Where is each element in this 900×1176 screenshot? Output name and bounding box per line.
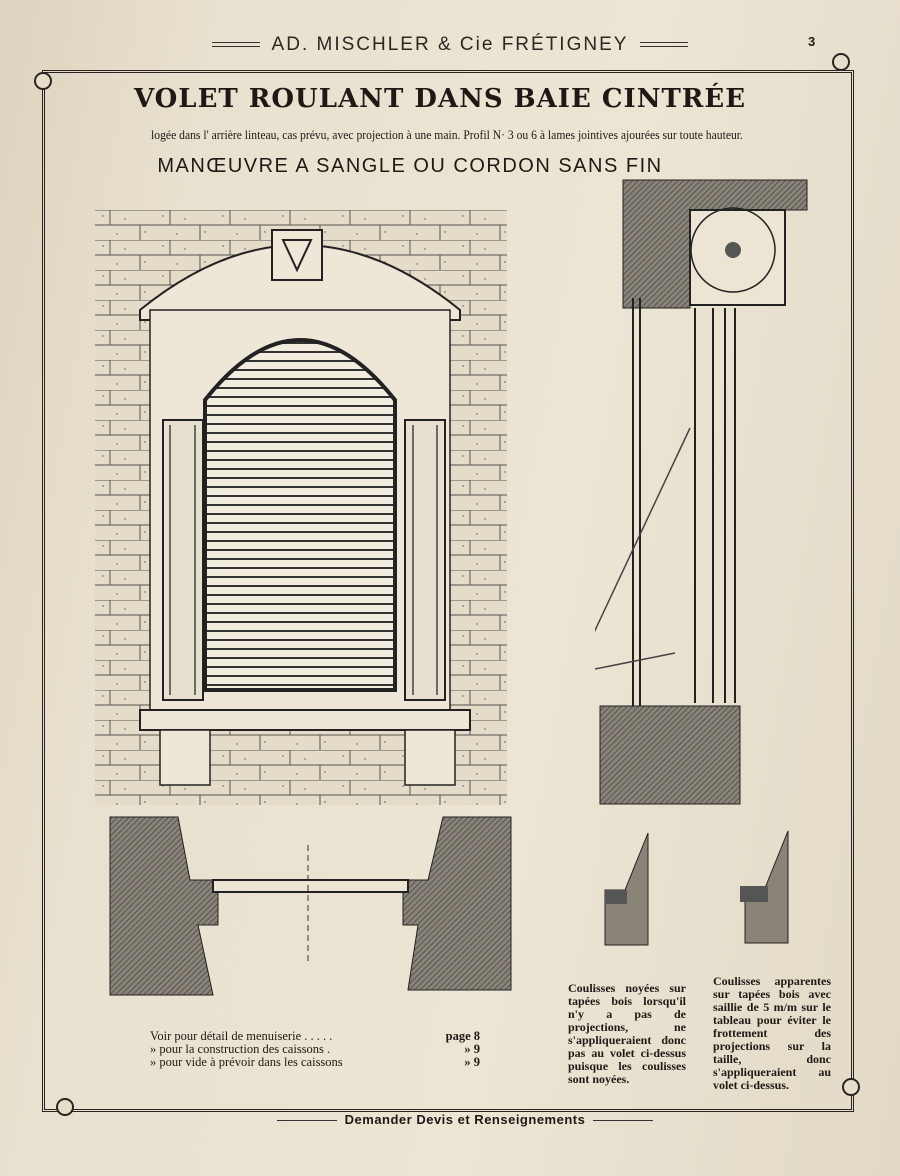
page-header [140,34,760,56]
reference-item: » pour la construction des caissons . » 9 [150,1042,480,1056]
subtitle: logée dans l' arrière linteau, cas prévu, avec projection à une main. Profil N· 3 ou 6 à lames jointives ajourées sur toute hauteur. [151,128,743,142]
caption-visible-runners: Coulisses apparentes sur tapées bois avec saillie de 5 m/m sur le tableau pour éviter le frottement des projections sur la taille, donc s'appliqueraient au volet ci-dessus. [713,974,831,1092]
corner-ornament [842,1078,860,1096]
corner-ornament [56,1098,74,1116]
window-elevation-illustration [95,210,510,810]
page-title: VOLET ROULANT DANS BAIE CINTRÉE [133,84,747,114]
company-name: AD. MISCHLER & Cie FRÉTIGNEY [271,34,629,55]
corner-ornament [34,72,52,90]
hidden-runner-section-illustration [600,830,655,950]
page-footer [240,1112,690,1127]
page-number: 3 [808,34,816,49]
caption-hidden-runners: Coulisses noyées sur tapées bois lorsqu'il n'y a pas de projections, ne s'appliqueraient donc pas au volet ci-dessus puisque les coulisses sont noyées. [568,981,686,1086]
corner-ornament [832,53,850,71]
section-heading: MANŒUVRE A SANGLE OU CORDON SANS FIN [157,155,663,177]
reference-list [150,1030,480,1069]
visible-runner-section-illustration [740,828,795,948]
reference-item: Voir pour détail de menuiserie . . . . . page 8 [150,1029,480,1043]
plan-section-illustration [108,815,513,1005]
reference-item: » pour vide à prévoir dans les caissons » 9 [150,1055,480,1069]
vertical-section-illustration [595,178,815,808]
footer-text: Demander Devis et Renseignements [344,1112,586,1127]
